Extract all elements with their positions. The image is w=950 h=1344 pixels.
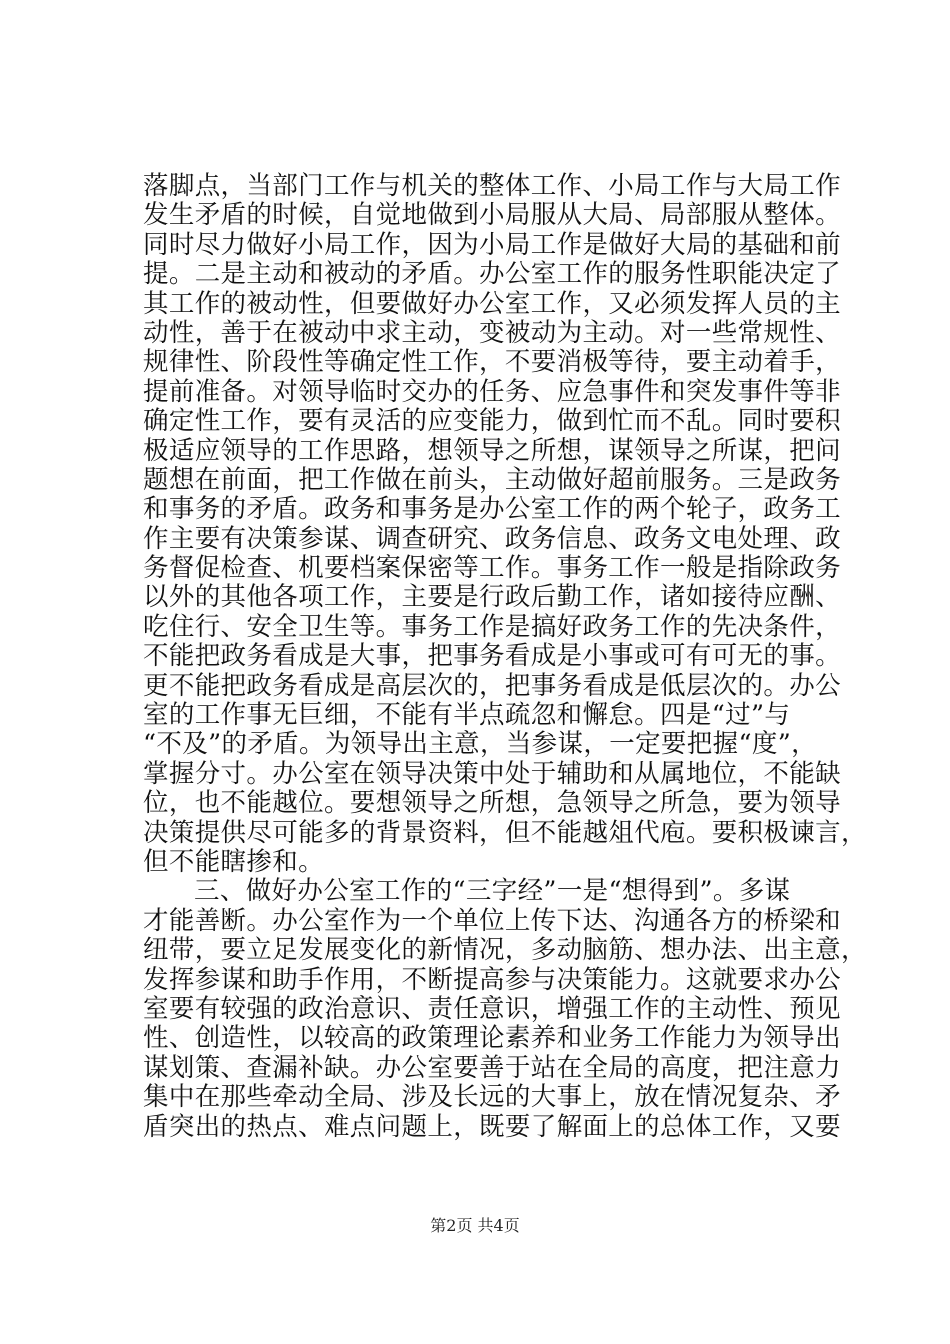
text-line: 极适应领导的工作思路，想领导之所想，谋领导之所谋，把问 bbox=[143, 435, 841, 466]
text-line: 谋划策、查漏补缺。办公室要善于站在全局的高度，把注意力 bbox=[143, 1052, 841, 1083]
text-line: 题想在前面，把工作做在前头，主动做好超前服务。三是政务 bbox=[143, 464, 841, 495]
text-line: 集中在那些牵动全局、涉及长远的大事上，放在情况复杂、矛 bbox=[143, 1082, 841, 1113]
text-line: 才能善断。办公室作为一个单位上传下达、沟通各方的桥梁和 bbox=[143, 905, 841, 936]
text-line: 提前准备。对领导临时交办的任务、应急事件和突发事件等非 bbox=[143, 376, 841, 407]
page-number-footer: 第2页 共4页 bbox=[430, 1216, 520, 1235]
section-heading-line: 三、做好办公室工作的“三字经”一是“想得到”。多谋 bbox=[194, 876, 791, 907]
text-line: 务督促检查、机要档案保密等工作。事务工作一般是指除政务 bbox=[143, 553, 841, 584]
text-line: 室要有较强的政治意识、责任意识，增强工作的主动性、预见 bbox=[143, 993, 841, 1024]
text-line: 发挥参谋和助手作用，不断提高参与决策能力。这就要求办公 bbox=[143, 964, 841, 995]
text-line: 确定性工作，要有灵活的应变能力，做到忙而不乱。同时要积 bbox=[143, 406, 841, 437]
text-line: 盾突出的热点、难点问题上，既要了解面上的总体工作，又要 bbox=[143, 1111, 841, 1142]
text-line: 同时尽力做好小局工作，因为小局工作是做好大局的基础和前 bbox=[143, 229, 841, 260]
text-line: 更不能把政务看成是高层次的，把事务看成是低层次的。办公 bbox=[143, 670, 841, 701]
text-line: 落脚点，当部门工作与机关的整体工作、小局工作与大局工作 bbox=[143, 171, 841, 201]
text-line: 规律性、阶段性等确定性工作，不要消极等待，要主动着手， bbox=[143, 347, 841, 378]
text-line: 位，也不能越位。要想领导之所想，急领导之所急，要为领导 bbox=[143, 788, 841, 819]
text-line: 动性，善于在被动中求主动，变被动为主动。对一些常规性、 bbox=[143, 317, 841, 348]
text-line: 不能把政务看成是大事，把事务看成是小事或可有可无的事。 bbox=[143, 641, 841, 672]
text-line: 其工作的被动性，但要做好办公室工作，又必须发挥人员的主 bbox=[143, 288, 841, 319]
text-line: “不及”的矛盾。为领导出主意，当参谋，一定要把握“度”， bbox=[143, 729, 817, 760]
text-line: 纽带，要立足发展变化的新情况，多动脑筋、想办法、出主意， bbox=[143, 935, 867, 966]
body-text bbox=[143, 171, 867, 1142]
text-line: 但不能瞎掺和。 bbox=[143, 846, 324, 877]
text-line: 掌握分寸。办公室在领导决策中处于辅助和从属地位，不能缺 bbox=[143, 758, 841, 789]
text-line: 发生矛盾的时候，自觉地做到小局服从大局、局部服从整体。 bbox=[143, 200, 841, 231]
text-line: 作主要有决策参谋、调查研究、政务信息、政务文电处理、政 bbox=[143, 523, 841, 554]
text-line: 性、创造性，以较高的政策理论素养和业务工作能力为领导出 bbox=[143, 1023, 841, 1054]
text-line: 室的工作事无巨细，不能有半点疏忽和懈怠。四是“过”与 bbox=[143, 700, 791, 731]
text-line: 和事务的矛盾。政务和事务是办公室工作的两个轮子，政务工 bbox=[143, 494, 841, 525]
text-line: 吃住行、安全卫生等。事务工作是搞好政务工作的先决条件， bbox=[143, 611, 841, 642]
text-line: 决策提供尽可能多的背景资料，但不能越俎代庖。要积极谏言， bbox=[143, 817, 867, 848]
text-line: 提。二是主动和被动的矛盾。办公室工作的服务性职能决定了 bbox=[143, 259, 841, 290]
text-line: 以外的其他各项工作，主要是行政后勤工作，诸如接待应酬、 bbox=[143, 582, 841, 613]
